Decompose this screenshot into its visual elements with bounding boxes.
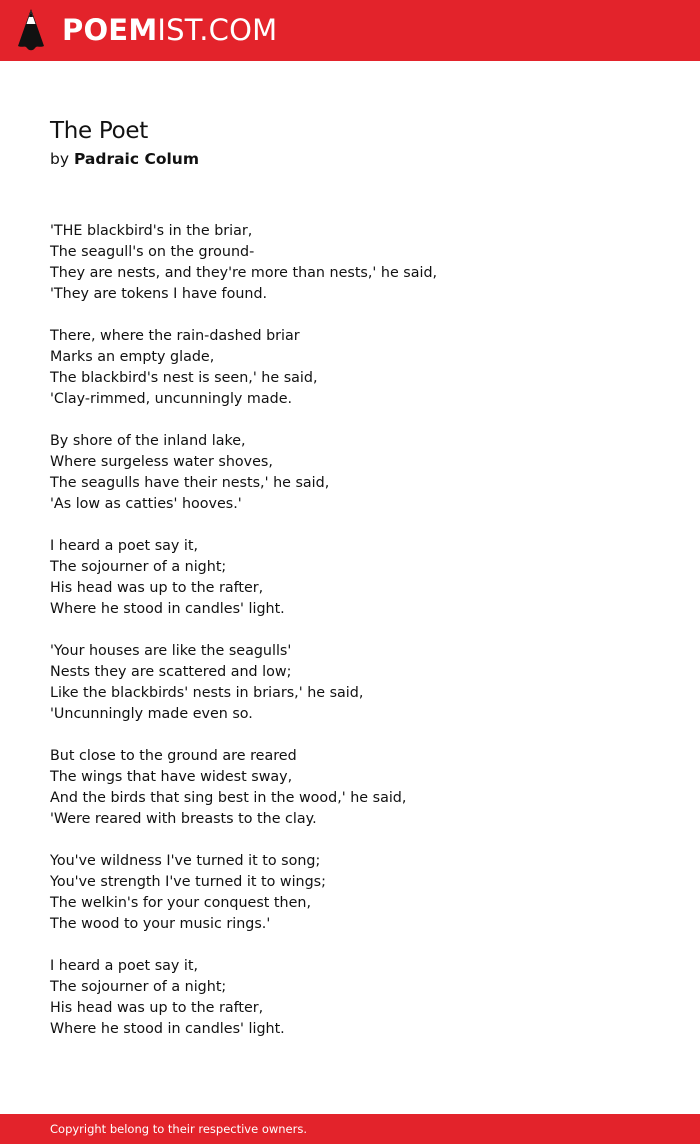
poem-line: I heard a poet say it, [50,958,199,974]
poem-byline [50,148,670,170]
poem-title: The Poet [50,118,148,144]
stanza [50,221,670,305]
poem-line: But close to the ground are reared [50,748,297,764]
site-logo-link[interactable] [16,8,277,52]
poem-line: There, where the rain-dashed briar [50,328,300,344]
poem-line: The wings that have widest sway, [50,769,293,785]
site-header [0,0,700,61]
poem-line: You've strength I've turned it to wings; [50,874,326,890]
site-footer [0,1114,700,1144]
stanza [50,431,670,515]
poem-line: The seagull's on the ground- [50,244,255,260]
poem-line: 'As low as catties' hooves.' [50,496,242,512]
poem-line: I heard a poet say it, [50,538,199,554]
poem-line: Like the blackbirds' nests in briars,' he said, [50,685,364,701]
poem-line: His head was up to the rafter, [50,580,264,596]
stanza [50,956,670,1040]
poem-line: 'Your houses are like the seagulls' [50,643,292,659]
logo-light-part: IST.COM [157,13,278,47]
copyright-notice: Copyright belong to their respective owners. [50,1122,308,1136]
stanza [50,641,670,725]
poem-line: Where he stood in candles' light. [50,1021,285,1037]
poem-line: The blackbird's nest is seen,' he said, [50,370,318,386]
poem-line: And the birds that sing best in the wood,' he said, [50,790,407,806]
stanza [50,536,670,620]
by-label: by [50,150,70,168]
poem-line: 'THE blackbird's in the briar, [50,223,253,239]
poem-line: 'Clay-rimmed, uncunningly made. [50,391,293,407]
author-name: Padraic Colum [73,150,199,168]
poem-line: 'They are tokens I have found. [50,286,268,302]
site-logo-text [62,8,277,52]
poem-line: They are nests, and they're more than nests,' he said, [50,265,438,281]
poem-line: Nests they are scattered and low; [50,664,292,680]
poem-line: Where he stood in candles' light. [50,601,285,617]
poem-line: The welkin's for your conquest then, [50,895,311,911]
stanza [50,326,670,410]
poem-line: You've wildness I've turned it to song; [50,853,321,869]
poem-line: The sojourner of a night; [50,559,227,575]
poem-line: The wood to your music rings.' [50,916,271,932]
pencil-tip-icon [16,8,46,52]
poem-line: The sojourner of a night; [50,979,227,995]
stanza [50,746,670,830]
poem-content [50,115,670,1061]
logo-bold-part: POEM [62,13,158,47]
poem-line: 'Were reared with breasts to the clay. [50,811,317,827]
poem-line: 'Uncunningly made even so. [50,706,253,722]
poem-line: Marks an empty glade, [50,349,215,365]
poem-line: By shore of the inland lake, [50,433,246,449]
poem-line: The seagulls have their nests,' he said, [50,475,330,491]
poem-body [50,221,670,1040]
poem-line: His head was up to the rafter, [50,1000,264,1016]
poem-line: Where surgeless water shoves, [50,454,273,470]
stanza [50,851,670,935]
